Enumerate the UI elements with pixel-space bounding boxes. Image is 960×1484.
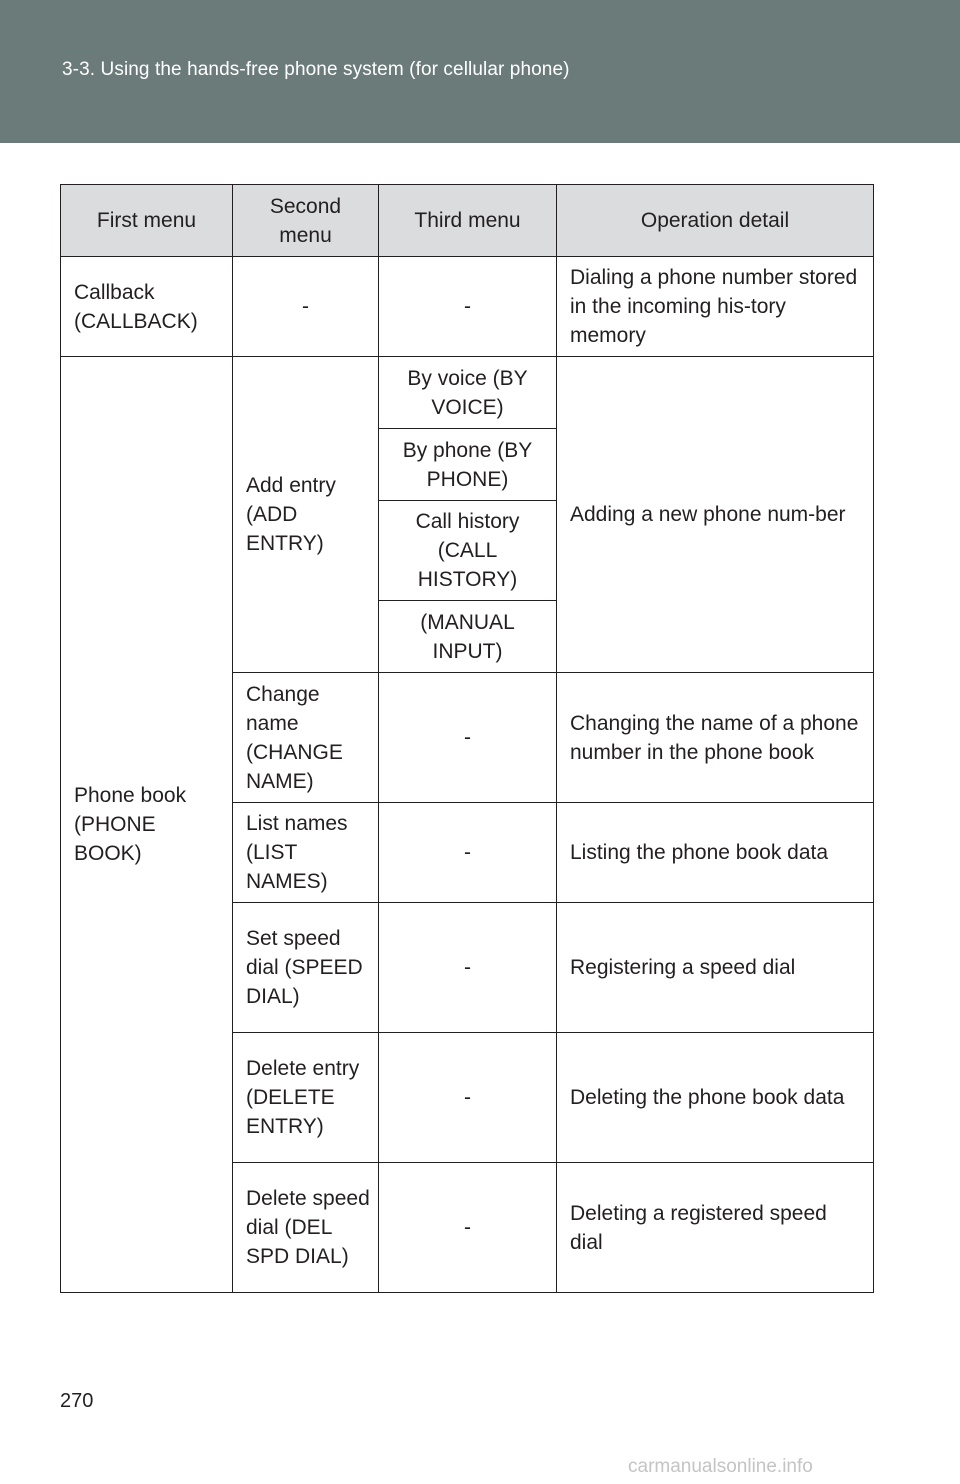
third-menu-change-name: - xyxy=(379,673,557,803)
second-menu-callback: - xyxy=(233,257,379,357)
detail-list-names: Listing the phone book data xyxy=(557,803,874,903)
second-menu-delete-speed-dial: Delete speed dial (DEL SPD DIAL) xyxy=(233,1163,379,1293)
second-menu-add-entry: Add entry (ADD ENTRY) xyxy=(233,357,379,673)
detail-set-speed-dial: Registering a speed dial xyxy=(557,903,874,1033)
third-menu-list-names: - xyxy=(379,803,557,903)
third-menu-delete-entry: - xyxy=(379,1033,557,1163)
watermark: carmanualsonline.info xyxy=(628,1456,813,1477)
detail-change-name: Changing the name of a phone number in the phone book xyxy=(557,673,874,803)
second-menu-set-speed-dial: Set speed dial (SPEED DIAL) xyxy=(233,903,379,1033)
second-menu-change-name: Change name (CHANGE NAME) xyxy=(233,673,379,803)
third-menu-call-history: Call history (CALL HISTORY) xyxy=(379,501,557,601)
third-menu-by-voice: By voice (BY VOICE) xyxy=(379,357,557,429)
second-menu-delete-entry: Delete entry (DELETE ENTRY) xyxy=(233,1033,379,1163)
third-menu-callback: - xyxy=(379,257,557,357)
section-title: 3-3. Using the hands-free phone system (for cellular phone) xyxy=(62,59,570,80)
third-menu-by-phone: By phone (BY PHONE) xyxy=(379,429,557,501)
page-number: 270 xyxy=(60,1390,94,1412)
table-row xyxy=(61,257,874,357)
third-menu-manual-input: (MANUAL INPUT) xyxy=(379,601,557,673)
header-second-menu: Second menu xyxy=(233,185,379,257)
table-row xyxy=(61,357,874,429)
detail-delete-speed-dial: Deleting a registered speed dial xyxy=(557,1163,874,1293)
phone-menu-table xyxy=(60,184,874,1293)
first-menu-phone-book: Phone book (PHONE BOOK) xyxy=(61,357,233,1293)
detail-delete-entry: Deleting the phone book data xyxy=(557,1033,874,1163)
header-operation-detail: Operation detail xyxy=(557,185,874,257)
second-menu-list-names: List names (LIST NAMES) xyxy=(233,803,379,903)
third-menu-set-speed-dial: - xyxy=(379,903,557,1033)
section-header-band xyxy=(0,0,960,143)
header-first-menu: First menu xyxy=(61,185,233,257)
third-menu-delete-speed-dial: - xyxy=(379,1163,557,1293)
detail-callback: Dialing a phone number stored in the incoming his-tory memory xyxy=(557,257,874,357)
header-third-menu: Third menu xyxy=(379,185,557,257)
detail-add-entry: Adding a new phone num-ber xyxy=(557,357,874,673)
first-menu-callback: Callback (CALLBACK) xyxy=(61,257,233,357)
table-header-row xyxy=(61,185,874,257)
